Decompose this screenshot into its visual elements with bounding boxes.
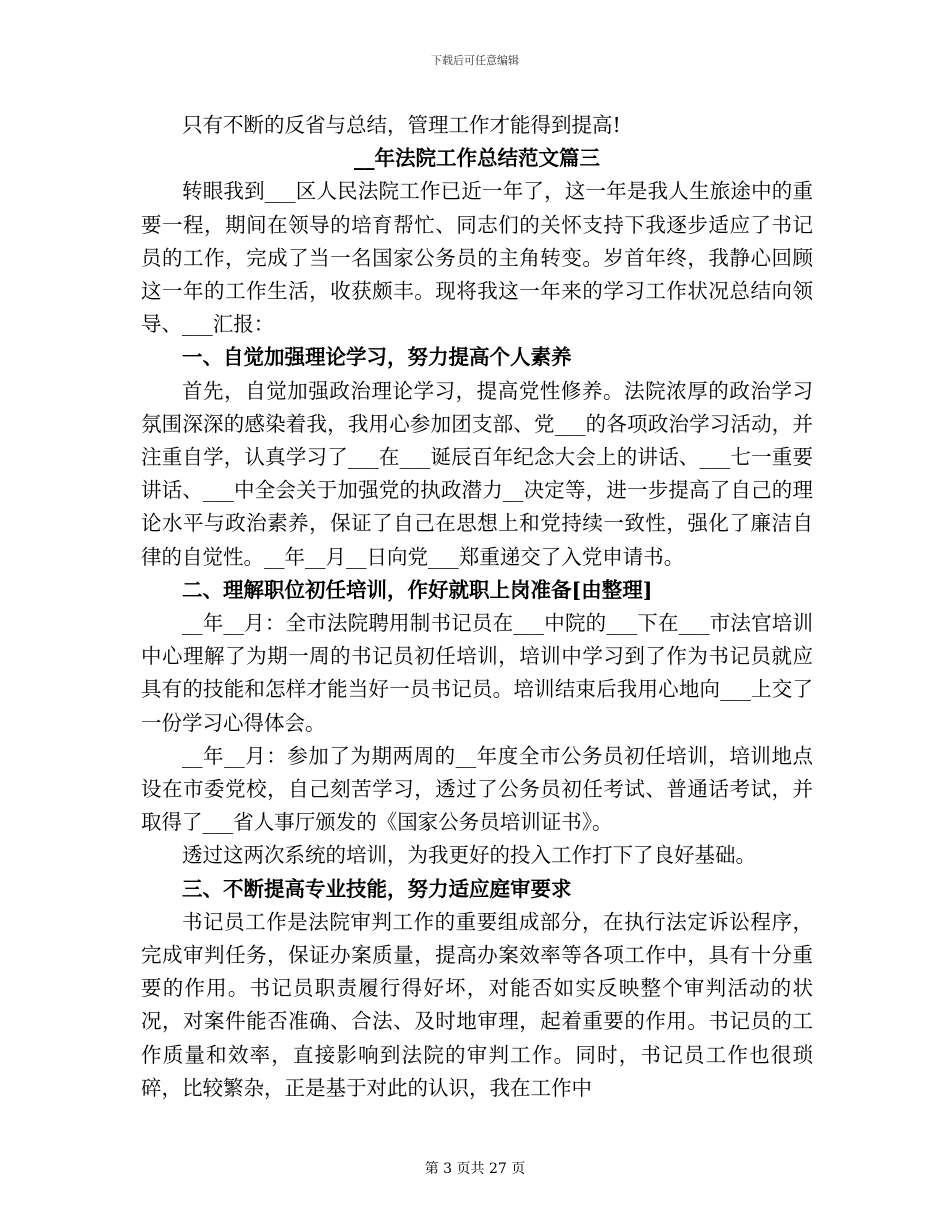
paragraph-5: 透过这两次系统的培训，为我更好的投入工作打下了良好基础。: [182, 843, 756, 868]
paragraph-1: 转眼我到___区人民法院工作已近一年了，这一年是我人生旅途中的重要一程，期间在领导的培育帮忙、同志们的关怀支持下我逐步适应了书记员的工作，完成了当一名国家公务员的主角转变。岁首年终，我静心回顾这一年的工作生活，收获颇丰。现将我这一年来的学习工作状况总结向领导、___汇报：: [141, 179, 813, 337]
paragraph-intro: 只有不断的反省与总结，管理工作才能得到提高!: [182, 113, 621, 137]
document-body: [141, 109, 813, 1105]
page-header: 下载后可任意编辑: [431, 54, 519, 67]
paragraph-6: 书记员工作是法院审判工作的重要组成部分，在执行法定诉讼程序，完成审判任务，保证办案质量，提高办案效率等各项工作中，具有十分重要的作用。书记员职责履行得好坏，对能否如实反映整个审判活动的状况，对案件能否准确、合法、及时地审理，起着重要的作用。书记员的工作质量和效率，直接影响到法院的审判工作。同时，书记员工作也很琐碎，比较繁杂，正是基于对此的认识，我在工作中: [141, 909, 813, 1100]
paragraph-2: 首先，自觉加强政治理论学习，提高党性修养。法院浓厚的政治学习氛围深深的感染着我，我用心参加团支部、党___的各项政治学习活动，并注重自学，认真学习了___在___诞辰百年纪念大会上的讲话、___七一重要讲话、___中全会关于加强党的执政潜力__决定等，进一步提高了自己的理论水平与政治素养，保证了自己在思想上和党持续一致性，强化了廉洁自律的自觉性。__年__月__日向党___郑重递交了入党申请书。: [141, 378, 813, 569]
heading-3: 三、不断提高专业技能，努力适应庭审要求: [182, 876, 572, 901]
paragraph-3: __年__月：全市法院聘用制书记员在___中院的___下在___市法官培训中心理解了为期一周的书记员初任培训，培训中学习到了作为书记员就应具有的技能和怎样才能当好一员书记员。培训结束后我用心地向___上交了一份学习心得体会。: [141, 611, 813, 735]
heading-1: 一、自觉加强理论学习，努力提高个人素养: [182, 345, 572, 370]
section-title: __年法院工作总结范文篇三: [354, 146, 600, 171]
paragraph-4: __年__月：参加了为期两周的__年度全市公务员初任培训，培训地点设在市委党校，自己刻苦学习，透过了公务员初任考试、普通话考试，并取得了___省人事厅颁发的《国家公务员培训证书》。: [141, 743, 813, 835]
page-footer: 第 3 页共 27 页: [424, 1161, 526, 1177]
heading-2: 二、理解职位初任培训，作好就职上岗准备[由整理]: [182, 577, 653, 602]
